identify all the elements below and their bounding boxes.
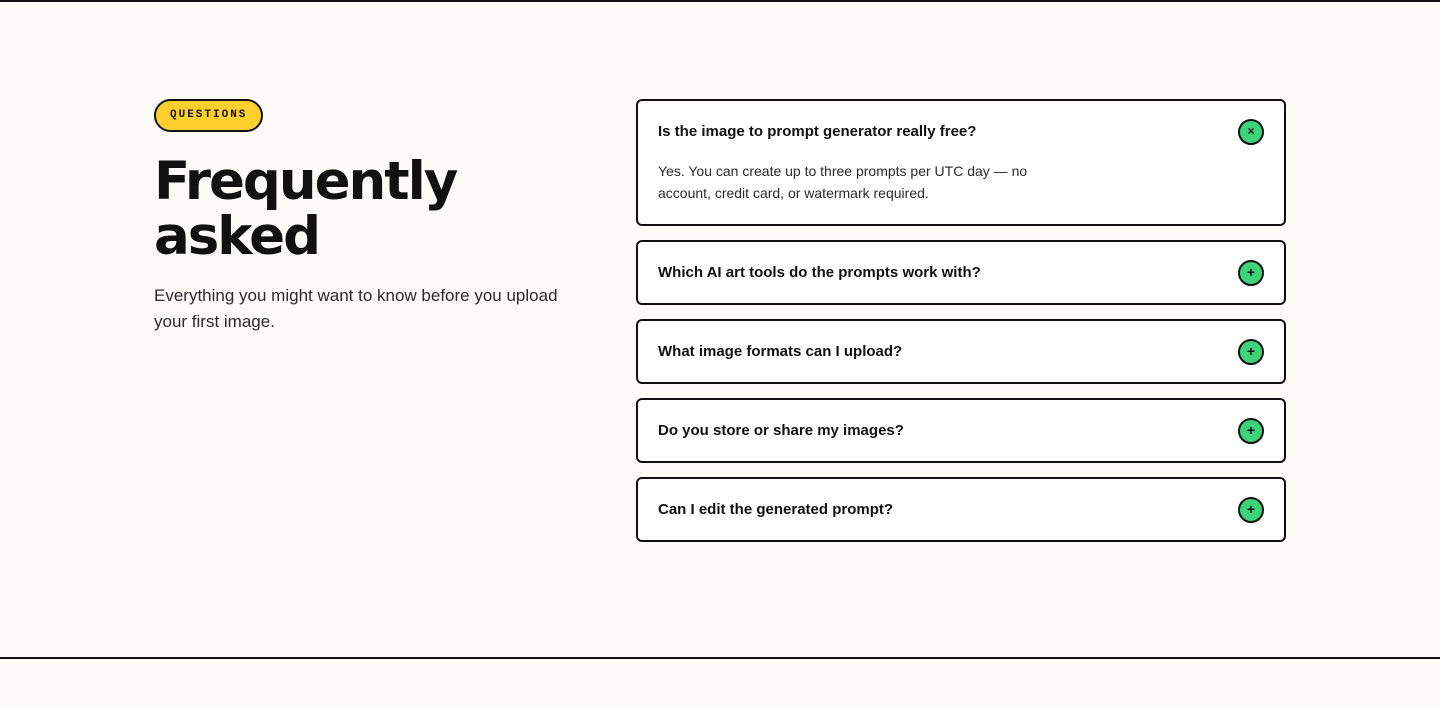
faq-question: Is the image to prompt generator really free? [658, 123, 977, 140]
faq-question-button[interactable] [638, 101, 1284, 162]
faq-question-button[interactable] [638, 400, 1284, 461]
faq-question-button[interactable] [638, 321, 1284, 382]
bottom-divider [0, 657, 1440, 659]
faq-item [636, 398, 1286, 463]
faq-question-button[interactable] [638, 242, 1284, 303]
faq-item [636, 477, 1286, 542]
faq-question: What image formats can I upload? [658, 343, 903, 360]
faq-question: Do you store or share my images? [658, 422, 904, 439]
faq-question: Which AI art tools do the prompts work with? [658, 264, 981, 281]
plus-icon[interactable]: + [1238, 260, 1264, 286]
section-subtitle: Everything you might want to know before you upload your first image. [154, 286, 558, 331]
close-icon[interactable]: × [1238, 119, 1264, 145]
plus-icon[interactable]: + [1238, 418, 1264, 444]
faq-intro [154, 99, 574, 335]
section-badge: QUESTIONS [154, 99, 263, 132]
top-divider [0, 0, 1440, 2]
faq-question-button[interactable] [638, 479, 1284, 540]
plus-icon[interactable]: + [1238, 497, 1264, 523]
faq-item [636, 319, 1286, 384]
faq-question: Can I edit the generated prompt? [658, 501, 894, 518]
plus-icon[interactable]: + [1238, 339, 1264, 365]
faq-item [636, 99, 1286, 226]
section-title: Frequently asked [154, 151, 457, 267]
faq-answer: Yes. You can create up to three prompts per UTC day — no account, credit card, or watermark required. [658, 163, 1028, 201]
faq-list [636, 99, 1286, 556]
faq-item [636, 240, 1286, 305]
